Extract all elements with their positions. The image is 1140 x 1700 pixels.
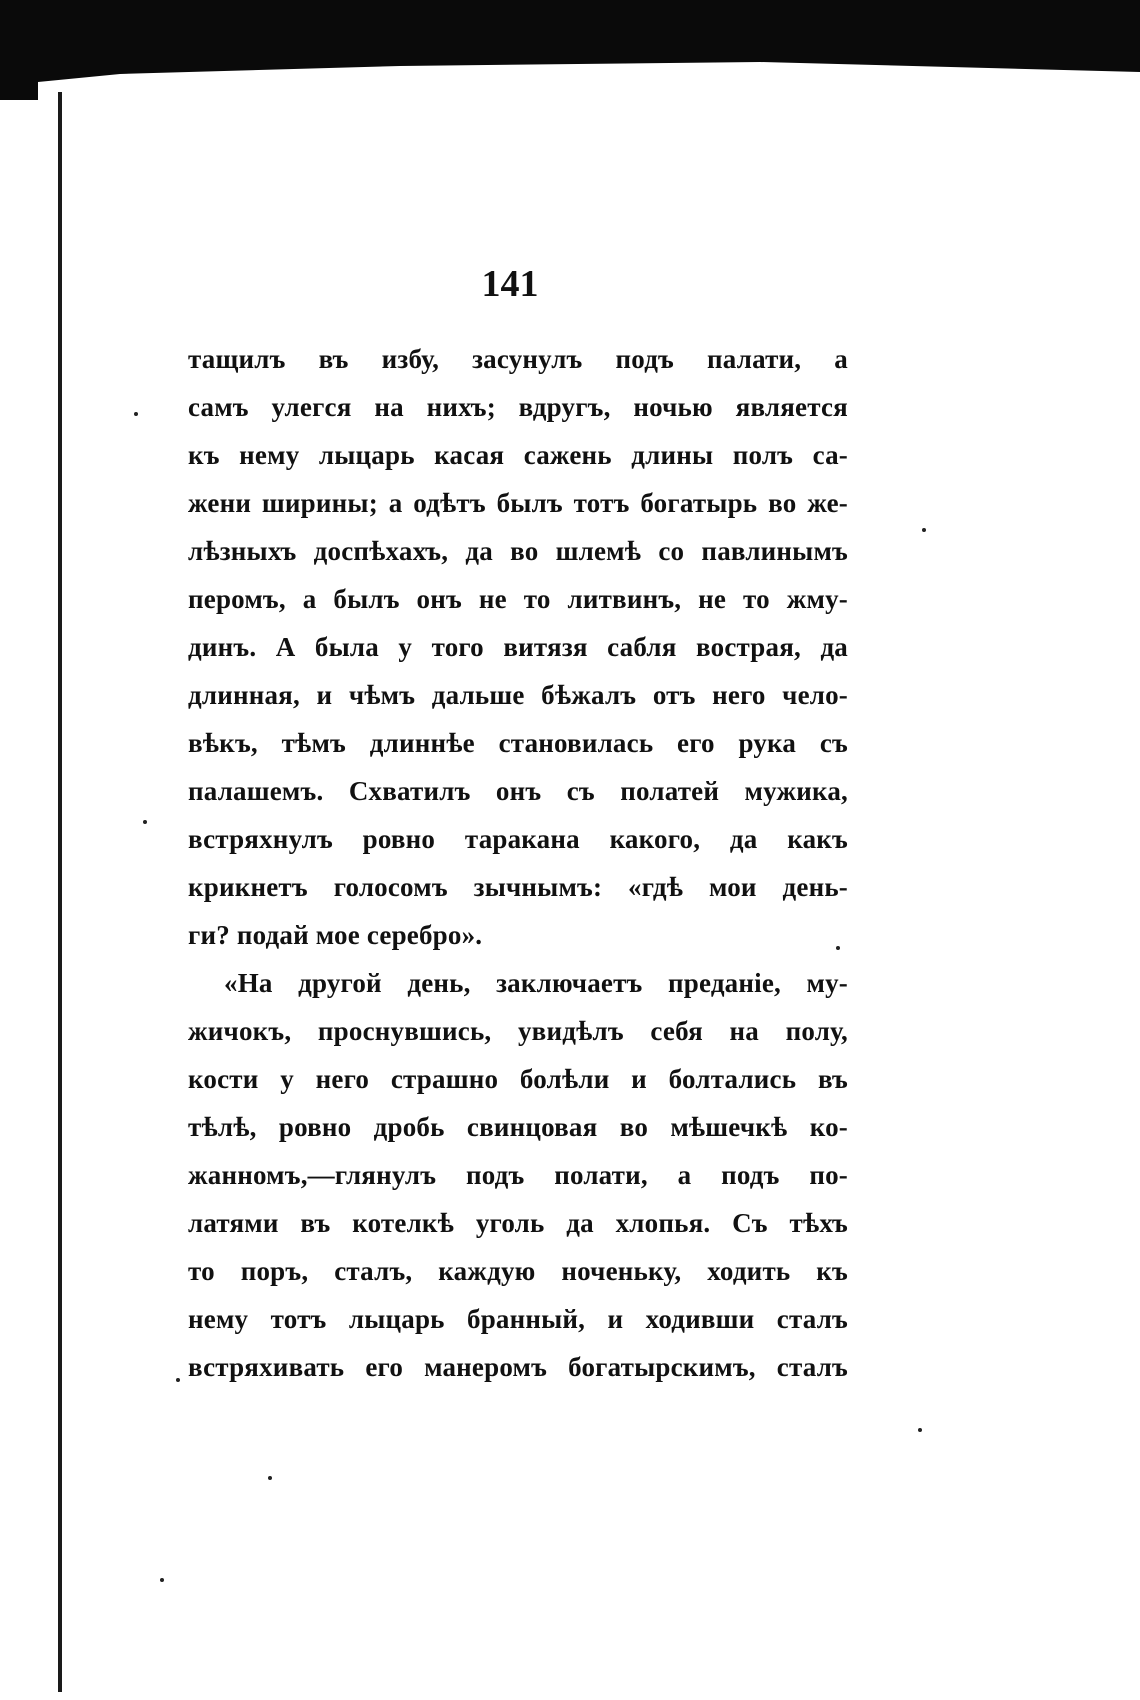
scan-edge-shadow: [0, 0, 1140, 100]
page-number: 141: [481, 263, 539, 305]
text-line: палашемъ. Схватилъ онъ съ полатей мужика,: [188, 776, 848, 806]
text-line: длинная, и чѣмъ дальше бѣжалъ отъ него чело-: [188, 680, 848, 710]
text-line: «На другой день, заключаетъ преданіе, му-: [224, 968, 848, 998]
text-line: встряхнулъ ровно таракана какого, да какъ: [188, 824, 848, 854]
scan-speck: [918, 1428, 922, 1432]
text-line: нему тотъ лыцарь бранный, и ходивши сталъ: [188, 1304, 848, 1334]
text-line: лѣзныхъ доспѣхахъ, да во шлемѣ со павлинымъ: [188, 536, 848, 566]
text-line: динъ. А была у того витязя сабля вострая, да: [188, 632, 848, 662]
text-line: крикнетъ голосомъ зычнымъ: «гдѣ мои день-: [188, 872, 848, 902]
text-line: встряхивать его манеромъ богатырскимъ, сталъ: [188, 1352, 848, 1382]
scan-speck: [160, 1578, 164, 1582]
scan-speck: [922, 528, 926, 532]
text-line: тащилъ въ избу, засунулъ подъ палати, а: [188, 344, 848, 374]
text-line: къ нему лыцарь касая сажень длины полъ са-: [188, 440, 848, 470]
text-line: вѣкъ, тѣмъ длиннѣе становилась его рука съ: [188, 728, 848, 758]
scan-speck: [143, 820, 147, 824]
text-line: жанномъ,—глянулъ подъ полати, а подъ по-: [188, 1160, 848, 1190]
scan-speck: [268, 1476, 272, 1480]
text-line: ги? подай мое серебро».: [188, 920, 483, 950]
text-line: перомъ, а былъ онъ не то литвинъ, не то жму-: [188, 584, 848, 614]
text-line: жичокъ, проснувшись, увидѣлъ себя на полу,: [188, 1016, 848, 1046]
scan-speck: [134, 412, 138, 416]
scan-speck: [176, 1378, 180, 1382]
text-line: кости у него страшно болѣли и болтались въ: [188, 1064, 848, 1094]
text-line: тѣлѣ, ровно дробь свинцовая во мѣшечкѣ ко-: [188, 1112, 848, 1142]
body-text: [188, 335, 848, 1391]
text-line: жени ширины; а одѣтъ былъ тотъ богатырь во же-: [188, 488, 848, 518]
scan-speck: [836, 946, 840, 950]
page-gutter-line: [58, 92, 62, 1692]
text-line: самъ улегся на нихъ; вдругъ, ночью является: [188, 392, 848, 422]
text-line: латями въ котелкѣ уголь да хлопья. Съ тѣхъ: [188, 1208, 848, 1238]
text-line: то поръ, сталъ, каждую ноченьку, ходить къ: [188, 1256, 848, 1286]
